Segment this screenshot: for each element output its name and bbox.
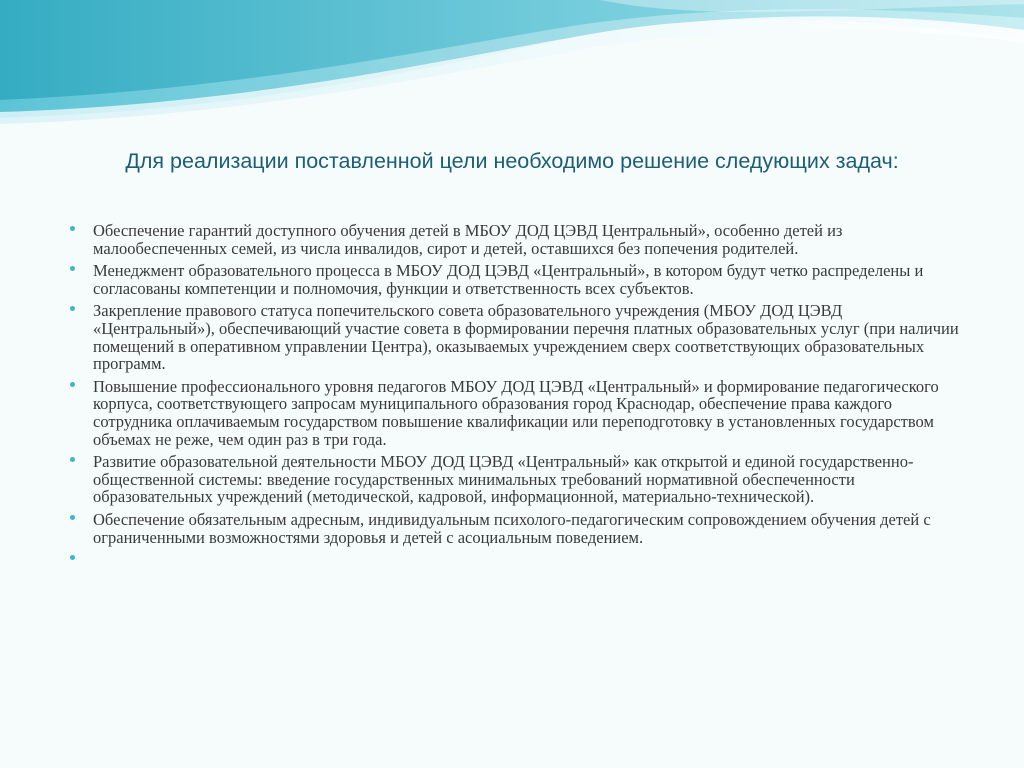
bullet-text: Повышение профессионального уровня педагогов МБОУ ДОД ЦЭВД «Центральный» и формирование педагогического корпуса, соответствующего запросам муниципального образования город Краснодар, обеспечение права каждого сотрудника оплачиваемым государством повышение квалификации или переподготовку в установленных государством объемах не реже, чем один раз в три года. — [93, 376, 939, 449]
bullet-item — [70, 302, 960, 372]
bullet-text: Менеджмент образовательного процесса в МБОУ ДОД ЦЭВД «Центральный», в котором будут четко распределены и согласованы компетенции и полномочия, функции и ответственность всех субъектов. — [93, 261, 924, 298]
header-wave-decoration — [0, 0, 1024, 130]
bullet-item — [70, 453, 960, 506]
bullet-dot-icon — [70, 555, 75, 560]
bullet-list — [70, 222, 960, 574]
bullet-dot-icon — [70, 457, 75, 462]
bullet-text: Обеспечение обязательным адресным, индивидуальным психолого-педагогическим сопровождением обучения детей с ограниченными возможностями здоровья и детей с асоциальным поведением. — [93, 509, 931, 547]
bullet-dot-icon — [70, 306, 75, 311]
bullet-text: Развитие образовательной деятельности МБОУ ДОД ЦЭВД «Центральный» как открытой и единой государственно-общественной системы: введение государственных минимальных требований нормативной обеспеченности образовательных учреждений (методической, кадровой, информационной, материально-технической). — [93, 452, 914, 507]
bullet-item — [70, 511, 960, 546]
bullet-dot-icon — [70, 515, 75, 520]
bullet-dot-icon — [70, 226, 75, 231]
bullet-dot-icon — [70, 266, 75, 271]
bullet-item — [70, 378, 960, 448]
bullet-text: Обеспечение гарантий доступного обучения детей в МБОУ ДОД ЦЭВД Центральный», особенно детей из малообеспеченных семей, из числа инвалидов, сирот и детей, оставшихся без попечения родителей. — [93, 221, 843, 258]
slide-title: Для реализации поставленной цели необходимо решение следующих задач: — [125, 149, 899, 173]
bullet-item — [70, 222, 960, 257]
bullet-item — [70, 262, 960, 297]
bullet-item-empty — [70, 551, 960, 569]
bullet-text: Закрепление правового статуса попечительского совета образовательного учреждения (МБОУ ДОД ЦЭВД «Центральный»), обеспечивающий участие совета в формировании перечня платных образовательных услуг (при наличии помещений в оперативном управлении Центра), оказываемых учреждением сверх соответствующих образовательных программ. — [93, 301, 959, 374]
bullet-text — [93, 551, 960, 569]
bullet-dot-icon — [70, 382, 75, 387]
